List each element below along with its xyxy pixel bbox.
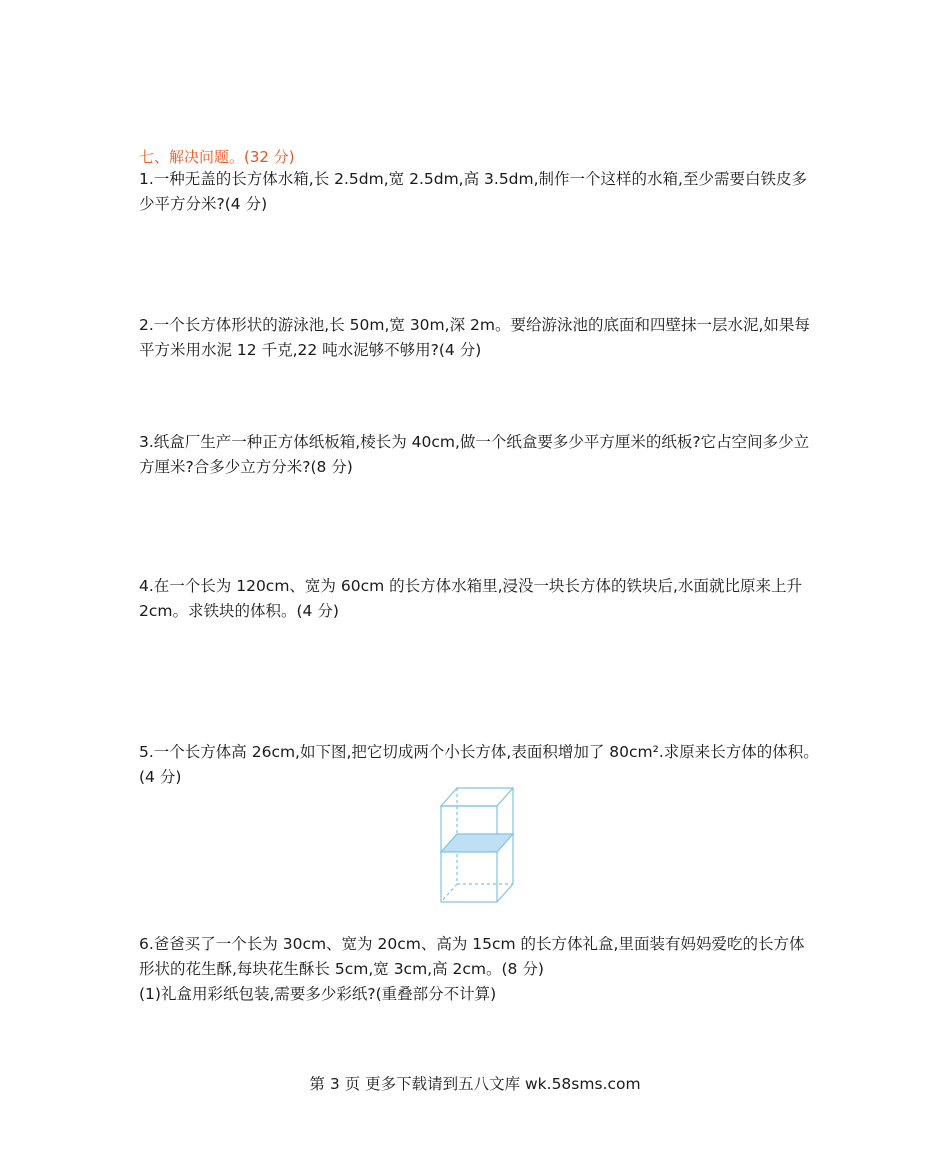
page-footer: 第 3 页 更多下载请到五八文库 wk.58sms.com bbox=[309, 1075, 641, 1093]
question-2: 2.一个长方体形状的游泳池,长 50m,宽 30m,深 2m。要给游泳池的底面和四壁抹一层水泥,如果每平方米用水泥 12 千克,22 吨水泥够不够用?(4 分) bbox=[139, 316, 810, 359]
cut-plane bbox=[441, 834, 513, 852]
question-4: 4.在一个长为 120cm、宽为 60cm 的长方体水箱里,浸没一块长方体的铁块后,水面就比原来上升 2cm。求铁块的体积。(4 分) bbox=[139, 577, 802, 620]
cuboid-figure bbox=[437, 786, 517, 906]
section-title: 七、解决问题。(32 分) bbox=[139, 148, 295, 166]
question-3: 3.纸盒厂生产一种正方体纸板箱,棱长为 40cm,做一个纸盒要多少平方厘米的纸板?它占空间多少立方厘米?合多少立方分米?(8 分) bbox=[139, 433, 810, 476]
question-1: 1.一种无盖的长方体水箱,长 2.5dm,宽 2.5dm,高 3.5dm,制作一个这样的水箱,至少需要白铁皮多少平方分米?(4 分) bbox=[139, 170, 807, 213]
question-6-text: 6.爸爸买了一个长为 30cm、宽为 20cm、高为 15cm 的长方体礼盒,里面装有妈妈爱吃的长方体形状的花生酥,每块花生酥长 5cm,宽 3cm,高 2cm。(8 分) bbox=[139, 935, 805, 978]
question-6-sub-1: (1)礼盒用彩纸包装,需要多少彩纸?(重叠部分不计算) bbox=[139, 985, 497, 1003]
question-6 bbox=[139, 932, 819, 1007]
question-5: 5.一个长方体高 26cm,如下图,把它切成两个小长方体,表面积增加了 80cm².求原来长方体的体积。(4 分) bbox=[139, 743, 819, 786]
